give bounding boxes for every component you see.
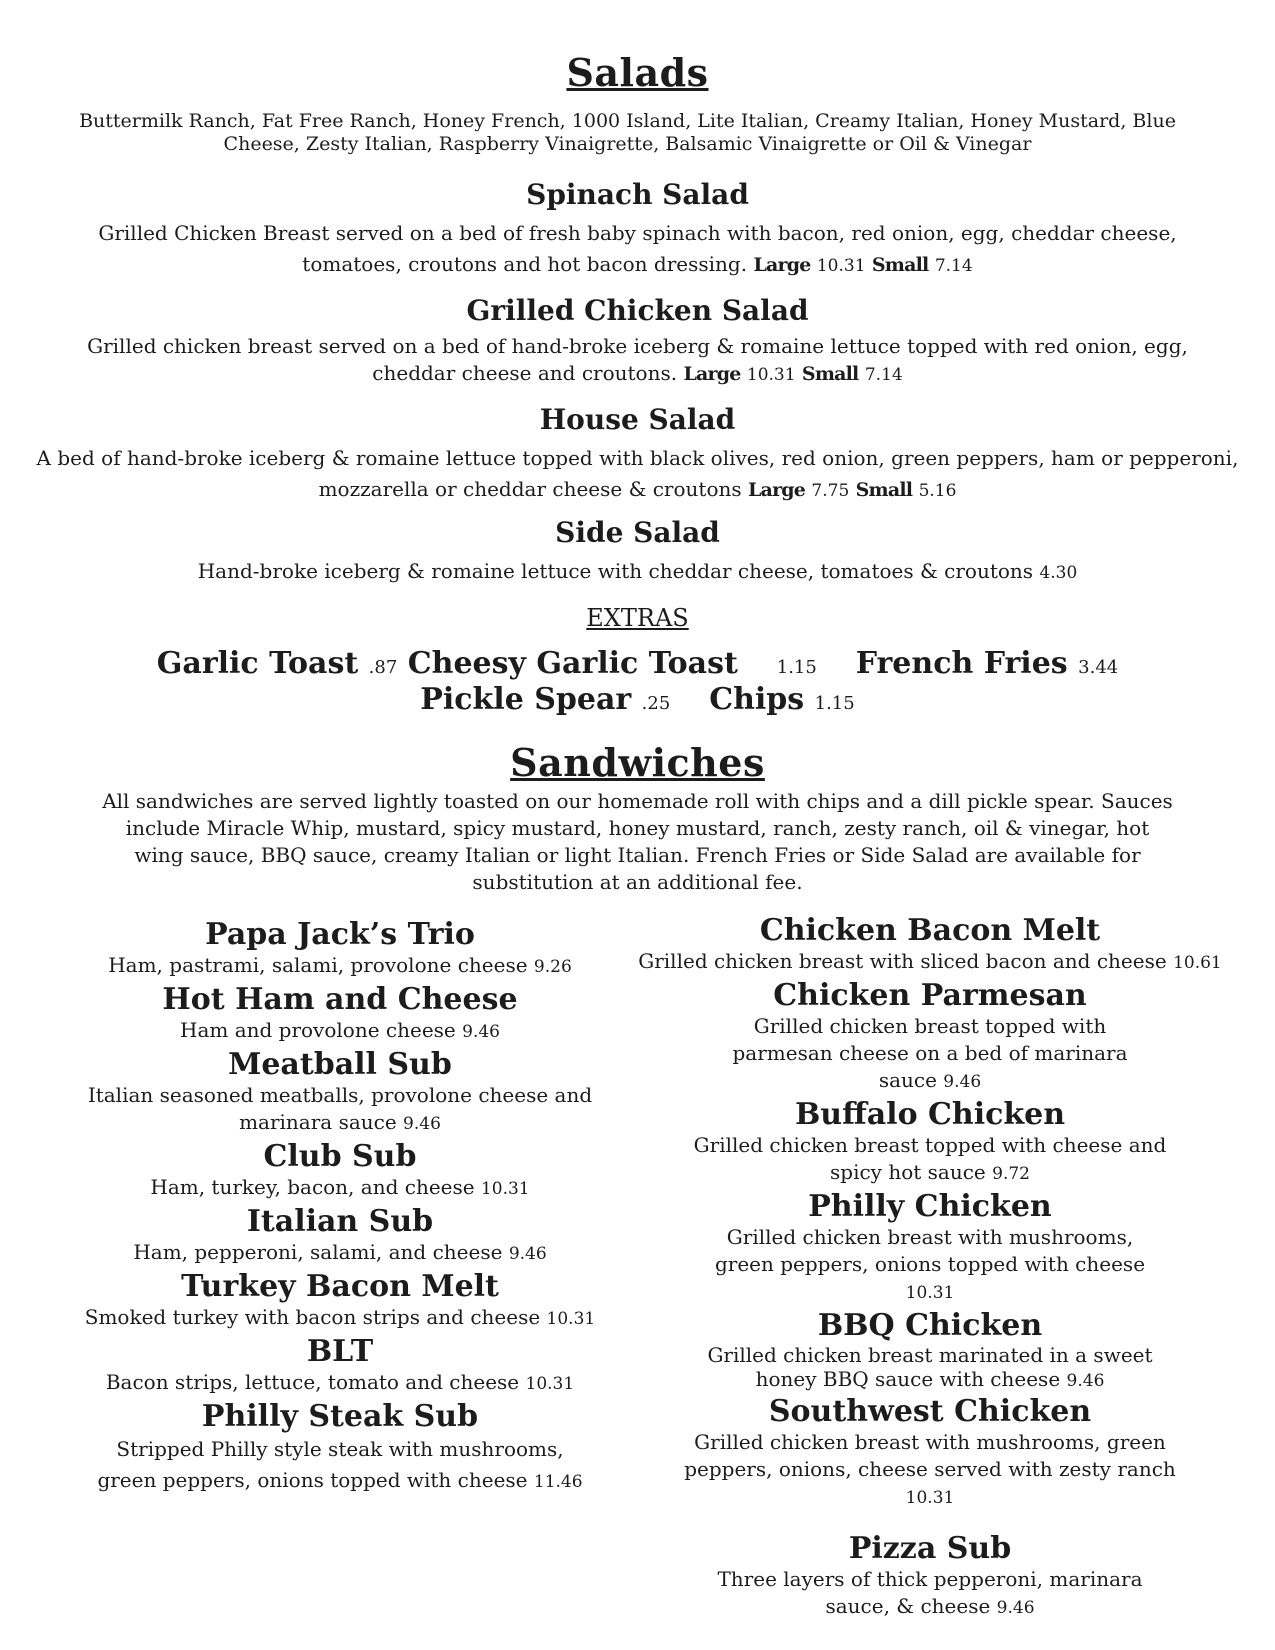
price: .25 <box>641 693 671 714</box>
sandwich-name: Buffalo Chicken <box>794 1097 1066 1132</box>
sandwich-name: BLT <box>306 1334 374 1369</box>
price: 7.14 <box>934 256 973 276</box>
sandwich-item <box>60 1140 620 1203</box>
price: 10.31 <box>746 365 796 385</box>
sandwich-item <box>60 983 620 1046</box>
extra-item-name: Garlic Toast <box>156 646 359 681</box>
size-label-large: Large <box>748 479 806 501</box>
sandwich-item <box>650 1190 1210 1307</box>
sandwich-item <box>650 979 1210 1096</box>
price: 9.46 <box>462 1022 500 1042</box>
extra-item-name: French Fries <box>855 646 1068 681</box>
sandwich-desc: Grilled chicken breast with mushrooms, green peppers, onions, cheese served with zesty ranch 10.31 <box>684 1430 1176 1508</box>
sandwiches-heading: Sandwiches <box>510 740 765 785</box>
house-salad-title: House Salad <box>539 403 736 436</box>
extra-item-name: Pickle Spear <box>420 682 632 717</box>
price: 1.15 <box>814 693 855 714</box>
price: 4.30 <box>1039 563 1078 583</box>
spinach-salad-desc <box>50 218 1225 282</box>
sandwich-name: Club Sub <box>263 1139 417 1174</box>
price: 9.72 <box>992 1164 1030 1184</box>
grilled-chicken-salad-desc <box>50 333 1225 389</box>
size-label-large: Large <box>683 363 741 385</box>
sandwich-item <box>60 1270 620 1333</box>
sandwich-item <box>650 1309 1210 1393</box>
sandwich-desc: Grilled chicken breast topped with parmesan cheese on a bed of marinara sauce 9.46 <box>732 1014 1128 1092</box>
sandwich-name: Chicken Bacon Melt <box>759 913 1101 948</box>
sandwich-item <box>60 1335 620 1398</box>
sandwich-item <box>650 1098 1210 1188</box>
sandwich-desc: Ham and provolone cheese 9.46 <box>180 1018 500 1042</box>
salads-heading: Salads <box>566 50 709 95</box>
sandwich-name: Pizza Sub <box>848 1531 1012 1566</box>
sandwich-name: Southwest Chicken <box>768 1394 1092 1429</box>
sandwich-desc: Grilled chicken breast marinated in a sweet honey BBQ sauce with cheese 9.46 <box>707 1343 1153 1391</box>
price: 9.46 <box>403 1114 441 1134</box>
sandwich-item <box>60 918 620 981</box>
size-label-small: Small <box>855 479 913 501</box>
price: 1.15 <box>776 657 817 678</box>
sandwich-desc: Three layers of thick pepperoni, marinara sauce, & cheese 9.46 <box>717 1567 1143 1618</box>
house-salad-text: A bed of hand-broke iceberg & romaine lettuce topped with black olives, red onion, green peppers, ham or pepperoni, mozzarella or cheddar cheese & croutons <box>36 446 1239 501</box>
sandwich-name: Meatball Sub <box>228 1047 452 1082</box>
sandwich-desc: Ham, pastrami, salami, provolone cheese 9.26 <box>108 953 572 977</box>
sandwich-desc: Bacon strips, lettuce, tomato and cheese 10.31 <box>105 1370 575 1394</box>
price: 10.31 <box>905 1488 955 1508</box>
dressing-list: Buttermilk Ranch, Fat Free Ranch, Honey French, 1000 Island, Lite Italian, Creamy Italian, Honey Mustard, Blue Cheese, Zesty Italian, Raspberry Vinaigrette, Balsamic Vinaigrette or Oil & Vinegar <box>79 110 1176 155</box>
price: 10.31 <box>480 1179 530 1199</box>
sandwich-desc: Italian seasoned meatballs, provolone cheese and marinara sauce 9.46 <box>87 1083 593 1134</box>
sandwich-name: Chicken Parmesan <box>773 978 1087 1013</box>
spinach-salad-title: Spinach Salad <box>526 178 749 211</box>
sandwich-item <box>638 913 1222 977</box>
sandwiches-intro: All sandwiches are served lightly toasted on our homemade roll with chips and a dill pickle spear. Sauces include Miracle Whip, mustard, spicy mustard, honey mustard, ranch, zesty ranch, oil & vinegar, hot wing sauce, BBQ sauce, creamy Italian or light Italian. French Fries or Side Salad are available for substitution at an additional fee. <box>102 789 1173 894</box>
price: 10.31 <box>816 256 866 276</box>
price: 10.31 <box>546 1309 596 1329</box>
sandwich-name: Hot Ham and Cheese <box>162 982 518 1017</box>
sandwich-desc: Grilled chicken breast topped with cheese and spicy hot sauce 9.72 <box>693 1133 1167 1184</box>
sandwich-item <box>60 1048 620 1138</box>
side-salad-text: Hand-broke iceberg & romaine lettuce with cheddar cheese, tomatoes & croutons <box>197 559 1034 583</box>
price: 7.14 <box>864 365 903 385</box>
size-label-large: Large <box>753 254 811 276</box>
price: 9.46 <box>996 1598 1035 1618</box>
price: 9.46 <box>943 1072 982 1092</box>
side-salad-desc <box>30 556 1245 589</box>
price: 3.44 <box>1078 657 1119 678</box>
sandwich-name: Papa Jack’s Trio <box>205 917 475 952</box>
sandwich-desc: Ham, turkey, bacon, and cheese 10.31 <box>150 1175 530 1199</box>
extras-heading: EXTRAS <box>586 604 689 632</box>
sandwich-item <box>60 1205 620 1268</box>
sandwich-item <box>650 1395 1210 1512</box>
sandwich-name: Italian Sub <box>246 1204 434 1239</box>
sandwich-name: Philly Chicken <box>808 1189 1052 1224</box>
sandwich-desc: Stripped Philly style steak with mushrooms, green peppers, onions topped with cheese 11.46 <box>97 1437 583 1492</box>
sandwich-desc: Ham, pepperoni, salami, and cheese 9.46 <box>133 1240 547 1264</box>
price: 11.46 <box>533 1472 583 1492</box>
house-salad-desc <box>30 443 1245 507</box>
size-label-small: Small <box>871 254 929 276</box>
grilled-chicken-salad-text: Grilled chicken breast served on a bed of hand-broke iceberg & romaine lettuce topped with red onion, egg, cheddar cheese and croutons. <box>87 334 1188 385</box>
sandwich-name: Philly Steak Sub <box>201 1399 479 1434</box>
spinach-salad-text: Grilled Chicken Breast served on a bed of fresh baby spinach with bacon, red onion, egg, cheddar cheese, tomatoes, croutons and hot bacon dressing. <box>98 221 1177 276</box>
sandwich-desc: Smoked turkey with bacon strips and cheese 10.31 <box>84 1305 596 1329</box>
sandwiches-right-column <box>638 913 1222 1624</box>
sandwich-desc: Grilled chicken breast with sliced bacon and cheese 10.61 <box>638 949 1222 973</box>
price: 10.31 <box>525 1374 575 1394</box>
price: 9.26 <box>533 957 572 977</box>
sandwich-item <box>60 1400 620 1498</box>
extra-item-name: Cheesy Garlic Toast <box>407 646 738 681</box>
sandwich-name: Turkey Bacon Melt <box>181 1269 499 1304</box>
price: 9.46 <box>1066 1371 1105 1391</box>
price: 5.16 <box>918 481 957 501</box>
sandwiches-left-column <box>60 918 620 1500</box>
sandwich-name: BBQ Chicken <box>817 1308 1043 1343</box>
sandwich-desc: Grilled chicken breast with mushrooms, green peppers, onions topped with cheese 10.31 <box>714 1225 1146 1303</box>
side-salad-title: Side Salad <box>555 516 720 549</box>
price: 9.46 <box>508 1244 547 1264</box>
price: 10.61 <box>1173 953 1222 973</box>
price: 7.75 <box>811 481 850 501</box>
extras-row-2 <box>0 682 1275 717</box>
sandwich-item <box>650 1532 1210 1622</box>
size-label-small: Small <box>801 363 859 385</box>
extra-item-name: Chips <box>709 682 805 717</box>
price: 10.31 <box>905 1283 955 1303</box>
extras-row-1 <box>0 646 1275 681</box>
grilled-chicken-salad-title: Grilled Chicken Salad <box>466 294 809 327</box>
price: .87 <box>368 657 398 678</box>
